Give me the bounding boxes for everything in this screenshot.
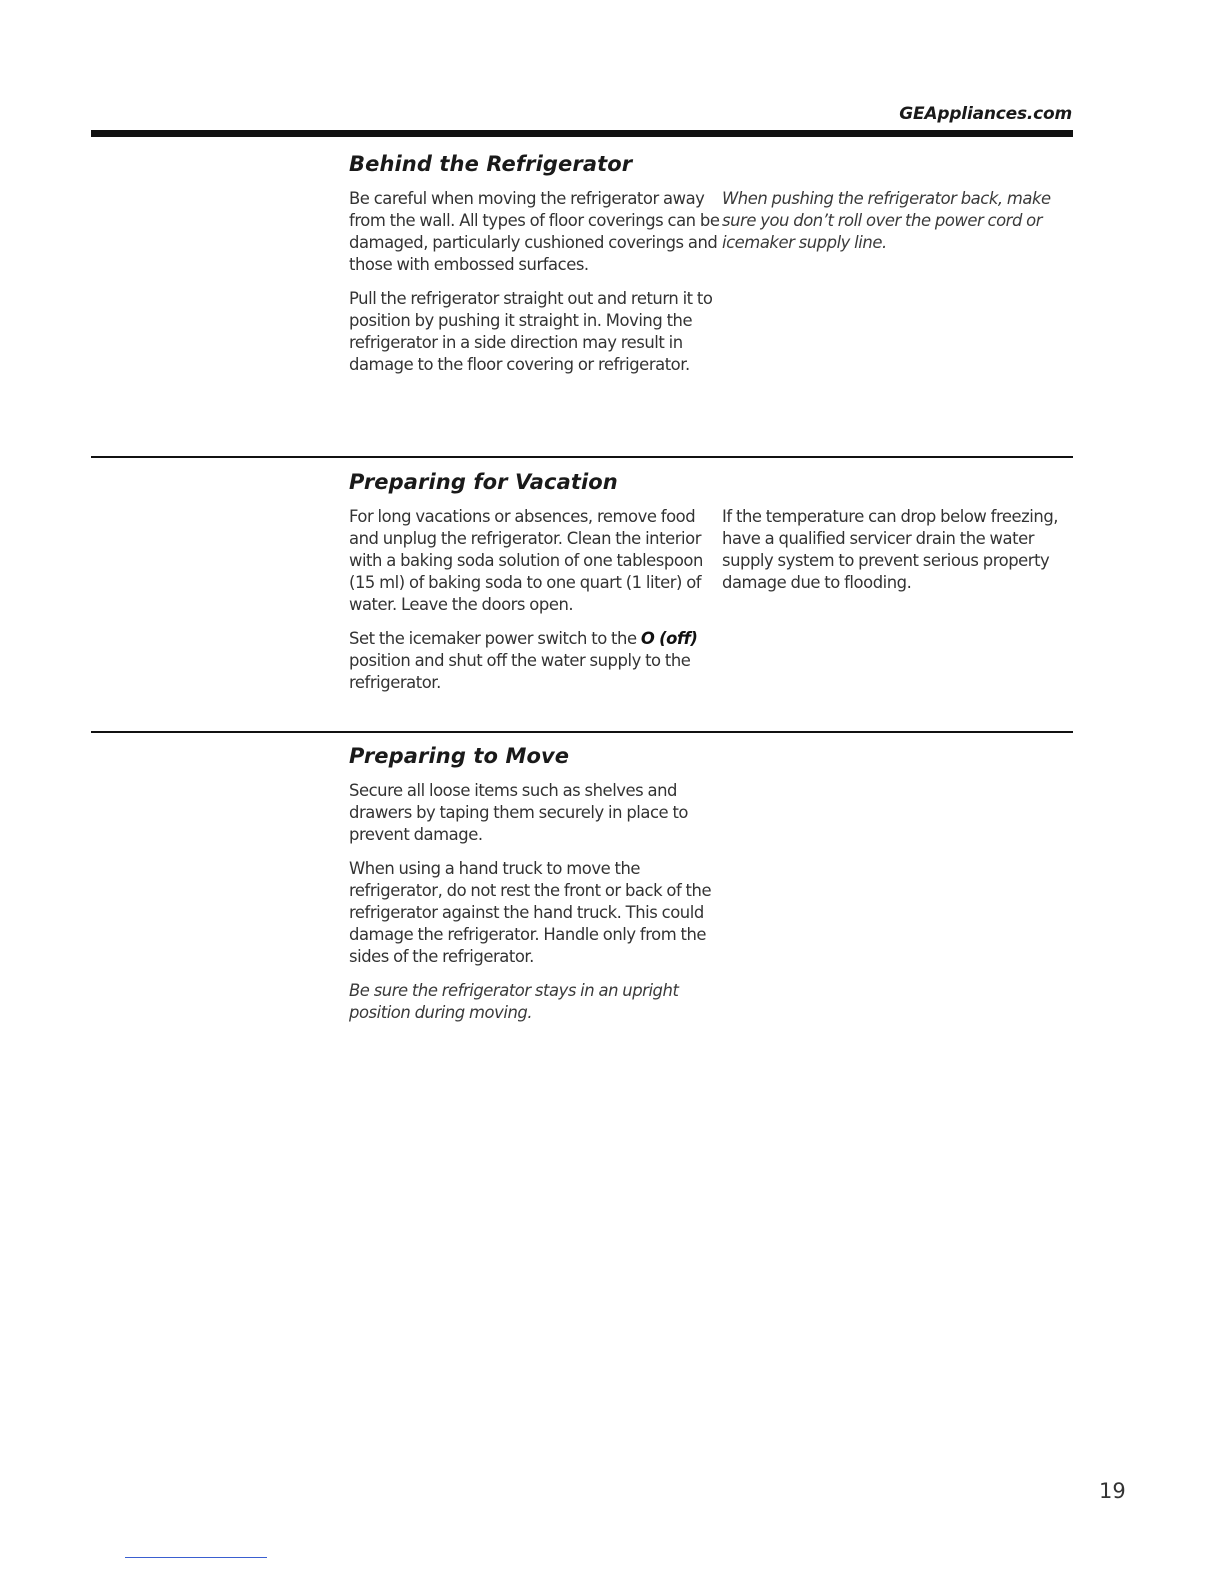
caution-note: When pushing the refrigerator back, make sure you don’t roll over the power cord or icemaker supply line. — [722, 189, 1051, 252]
paragraph: Secure all loose items such as shelves and drawers by taping them securely in place to prevent damage. — [349, 781, 689, 844]
paragraph: If the temperature can drop below freezing, have a qualified servicer drain the water supply system to prevent serious property damage due to flooding. — [722, 507, 1059, 592]
switch-position-label: O (off) — [640, 629, 698, 648]
text: position and shut off the water supply to the refrigerator. — [349, 651, 691, 692]
upright-note: Be sure the refrigerator stays in an upright position during moving. — [349, 981, 679, 1022]
footer-link-underline — [125, 1557, 267, 1558]
section-title: Preparing for Vacation — [349, 470, 618, 494]
site-url: GEAppliances.com — [899, 104, 1072, 124]
section-title: Preparing to Move — [349, 744, 570, 768]
paragraph: When using a hand truck to move the refrigerator, do not rest the front or back of the refrigerator against the hand truck. This could damage the refrigerator. Handle only from the sides of the refrigerator. — [349, 859, 712, 966]
section-preparing-move — [349, 744, 1073, 1036]
paragraph-icemaker-switch — [349, 628, 722, 694]
section-behind-refrigerator — [349, 152, 1073, 388]
paragraph: For long vacations or absences, remove food and unplug the refrigerator. Clean the interior with a baking soda solution of one tablespoon (15 ml) of baking soda to one quart (1 liter) of water. Leave the doors open. — [349, 507, 703, 614]
page-number: 19 — [1099, 1479, 1126, 1503]
text: Set the icemaker power switch to the — [349, 629, 641, 648]
header-rule — [91, 130, 1073, 137]
paragraph: Be careful when moving the refrigerator away from the wall. All types of floor coverings can be damaged, particularly cushioned coverings and those with embossed surfaces. — [349, 189, 720, 274]
section-preparing-vacation — [349, 470, 1073, 706]
section-title: Behind the Refrigerator — [349, 152, 633, 176]
section-divider — [91, 456, 1073, 458]
paragraph: Pull the refrigerator straight out and return it to position by pushing it straight in. Moving the refrigerator in a side direction may result in damage to the floor covering or refrigerator. — [349, 289, 713, 374]
section-divider — [91, 731, 1073, 733]
